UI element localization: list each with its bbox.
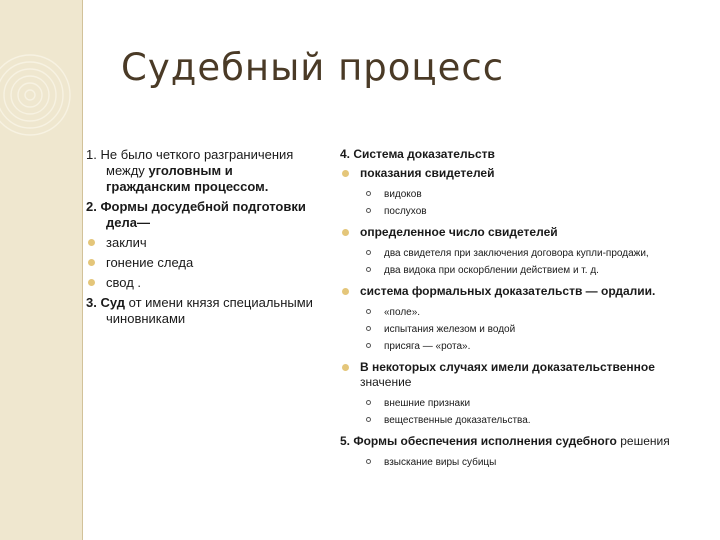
bullet-icon bbox=[342, 288, 349, 295]
sub-bullet-icon bbox=[366, 208, 371, 213]
item-bold-text: 3. Суд bbox=[86, 295, 125, 310]
sub-item: вещественные доказательства. bbox=[340, 414, 685, 427]
bullet-text: В некоторых случаях имели доказательственное bbox=[360, 360, 655, 374]
section-heading: 5. Формы обеспечения исполнения судебного решения bbox=[340, 434, 670, 448]
sidebar-ornament bbox=[0, 0, 82, 540]
list-item bbox=[340, 166, 685, 181]
page-title: Судебный процесс bbox=[121, 46, 505, 89]
sub-bullet-icon bbox=[366, 267, 371, 272]
bullet-icon bbox=[88, 279, 95, 286]
bullet-icon bbox=[342, 364, 349, 371]
sub-item: присяга — «рота». bbox=[340, 340, 685, 353]
sub-bullet-icon bbox=[366, 400, 371, 405]
bullet-text: заклич bbox=[106, 235, 147, 250]
list-item bbox=[86, 147, 314, 195]
decorative-sidebar bbox=[0, 0, 82, 540]
list-item bbox=[86, 255, 314, 271]
sub-item: взыскание виры субицы bbox=[340, 456, 685, 469]
sub-bullet-icon bbox=[366, 326, 371, 331]
bullet-icon bbox=[342, 229, 349, 236]
sub-item: видоков bbox=[340, 188, 685, 201]
sub-item: два свидетеля при заключения договора купли-продажи, bbox=[340, 247, 685, 260]
sub-bullet-icon bbox=[366, 417, 371, 422]
list-item bbox=[86, 295, 314, 327]
list-item bbox=[340, 360, 685, 390]
item-bold-text: уголовным и гражданским процессом. bbox=[106, 163, 269, 194]
sub-bullet-icon bbox=[366, 250, 371, 255]
section-heading: 4. Система доказательств bbox=[340, 147, 495, 161]
list-item bbox=[86, 275, 314, 291]
bullet-icon bbox=[88, 259, 95, 266]
item-text: Не было четкого разграничения между bbox=[100, 147, 294, 178]
bullet-text-rest: значение bbox=[360, 375, 412, 389]
list-item bbox=[86, 235, 314, 251]
left-column bbox=[86, 147, 314, 327]
bullet-icon bbox=[88, 239, 95, 246]
sub-item: «поле». bbox=[340, 306, 685, 319]
bullet-text: гонение следа bbox=[106, 255, 194, 270]
bullet-text: определенное число свидетелей bbox=[360, 225, 558, 239]
sub-item: внешние признаки bbox=[340, 397, 685, 410]
item-text: от имени князя специальными чиновниками bbox=[106, 295, 313, 326]
list-item: 2. Формы досудебной подготовки дела— bbox=[86, 199, 306, 230]
bullet-text: система формальных доказательств — ордалии. bbox=[360, 284, 656, 298]
sub-bullet-icon bbox=[366, 191, 371, 196]
bullet-icon bbox=[342, 170, 349, 177]
right-column bbox=[340, 147, 685, 469]
list-item bbox=[340, 284, 685, 299]
sub-bullet-icon bbox=[366, 459, 371, 464]
item-number: 1. bbox=[86, 147, 97, 162]
sub-item: два видока при оскорблении действием и т. д. bbox=[340, 264, 685, 277]
sub-item: испытания железом и водой bbox=[340, 323, 685, 336]
sidebar-divider bbox=[82, 0, 83, 540]
sub-item: послухов bbox=[340, 205, 685, 218]
bullet-text: показания свидетелей bbox=[360, 166, 495, 180]
sub-bullet-icon bbox=[366, 309, 371, 314]
bullet-text: свод . bbox=[106, 275, 142, 290]
sub-bullet-icon bbox=[366, 343, 371, 348]
list-item bbox=[340, 225, 685, 240]
